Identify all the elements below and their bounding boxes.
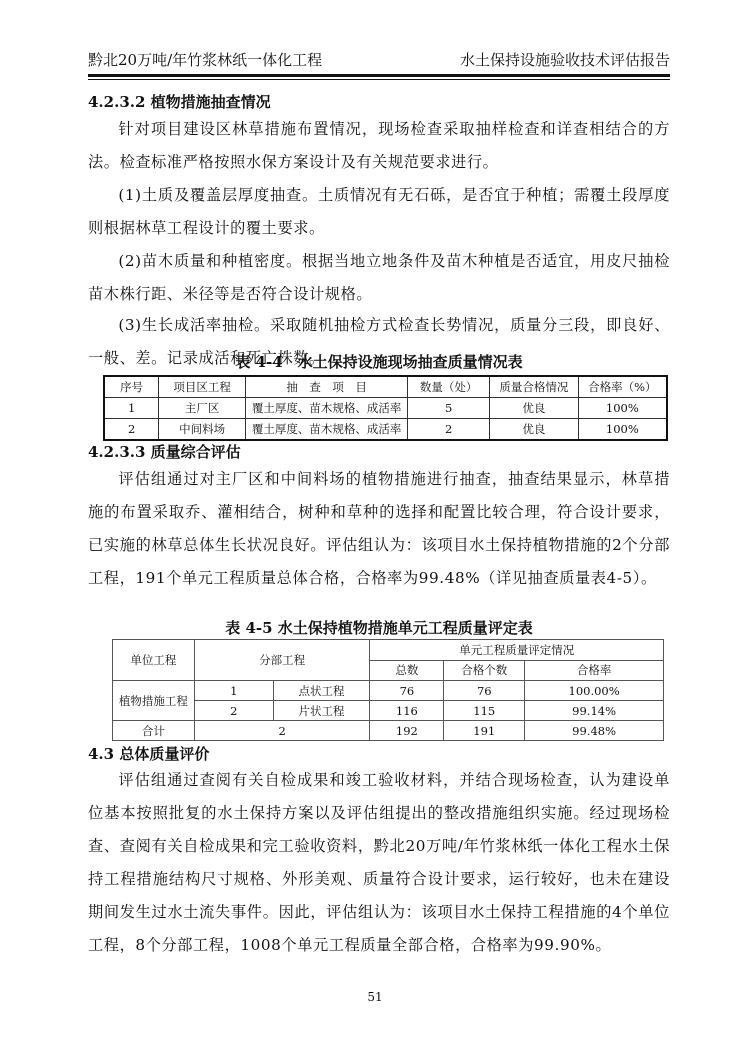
cell: 2: [194, 701, 273, 721]
cell: 191: [444, 721, 525, 741]
cell: 主厂区: [159, 398, 246, 419]
cell: 点状工程: [273, 681, 370, 701]
header-report-title: 水土保持设施验收技术评估报告: [459, 51, 670, 69]
cell: 优良: [490, 419, 579, 441]
page-number: 51: [367, 990, 383, 1004]
table-header-row: [113, 640, 664, 661]
table-row: [113, 681, 664, 701]
table-row: [104, 398, 667, 419]
table-row: [104, 419, 667, 441]
cell: 片状工程: [273, 701, 370, 721]
cell: 优良: [490, 398, 579, 419]
table-4-5-caption: 表 4-5 水土保持植物措施单元工程质量评定表: [225, 619, 533, 637]
heading-4-3: 4.3 总体质量评价: [88, 745, 210, 763]
paragraph-item-1: (1)土质及覆盖层厚度抽查。土质情况有无石砾，是否宜于种植；需覆土段厚度则根据林草工程设计的覆土要求。: [88, 186, 670, 237]
header-cell: 分部工程: [194, 640, 370, 681]
header-rule-thin: [88, 79, 670, 80]
cell: 2: [194, 721, 370, 741]
cell: 2: [104, 419, 159, 441]
header-cell: 抽 查 项 目: [245, 376, 407, 398]
header-cell: 单元工程质量评定情况: [370, 640, 664, 661]
paragraph-quality-assessment: 评估组通过对主厂区和中间料场的植物措施进行抽查，抽查结果显示，林草措施的布置采取乔、灌相结合，树种和草种的选择和配置比较合理，符合设计要求，已实施的林草总体生长状况良好。评估组认为：该项目水土保持植物措施的2个分部工程，191个单元工程质量总体合格，合格率为99.48%（详见抽查质量表4-5）。: [88, 470, 670, 587]
header-project-title: 黔北20万吨/年竹浆林纸一体化工程: [88, 51, 323, 69]
table-header-row: [104, 376, 667, 398]
cell: 116: [370, 701, 444, 721]
header-cell: 序号: [104, 376, 159, 398]
cell: 192: [370, 721, 444, 741]
cell: 1: [194, 681, 273, 701]
table-4-4-caption: 表 4-4 水土保持设施现场抽查质量情况表: [235, 353, 523, 371]
header-cell: 合格率（%）: [578, 376, 667, 398]
cell: 1: [104, 398, 159, 419]
header-cell: 质量合格情况: [490, 376, 579, 398]
paragraph-overall-evaluation: 评估组通过查阅有关自检成果和竣工验收材料，并结合现场检查，认为建设单位基本按照批复的水土保持方案以及评估组提出的整改措施组织实施。经过现场检查、查阅有关自检成果和完工验收资料，黔北20万吨/年竹浆林纸一体化工程水土保持工程措施结构尺寸规格、外形美观、质量符合设计要求，运行较好，也未在建设期间发生过水土流失事件。因此，评估组认为：该项目水土保持工程措施的4个单位工程，8个分部工程，1008个单元工程质量全部合格，合格率为99.90%。: [88, 771, 670, 954]
cell: 100%: [578, 419, 667, 441]
header-cell: 合格个数: [444, 660, 525, 681]
table-4-4: [103, 375, 668, 441]
paragraph-intro: 针对项目建设区林草措施布置情况，现场检查采取抽样检查和详查相结合的方法。检查标准严格按照水保方案设计及有关规范要求进行。: [88, 120, 670, 171]
cell: 115: [444, 701, 525, 721]
page-header: [88, 50, 670, 70]
cell: 植物措施工程: [113, 681, 195, 721]
heading-4-2-3-2: 4.2.3.2 植物措施抽查情况: [88, 93, 271, 111]
cell: 中间料场: [159, 419, 246, 441]
cell: 76: [444, 681, 525, 701]
cell: 覆土厚度、苗木规格、成活率: [245, 398, 407, 419]
header-rule-thick: [88, 74, 670, 77]
cell: 100.00%: [525, 681, 664, 701]
cell: 99.14%: [525, 701, 664, 721]
cell: 76: [370, 681, 444, 701]
cell: 100%: [578, 398, 667, 419]
table-row: [113, 701, 664, 721]
table-total-row: [113, 721, 664, 741]
cell: 5: [408, 398, 490, 419]
header-cell: 合格率: [525, 660, 664, 681]
header-cell: 单位工程: [113, 640, 195, 681]
cell: 99.48%: [525, 721, 664, 741]
cell: 2: [408, 419, 490, 441]
cell: 覆土厚度、苗木规格、成活率: [245, 419, 407, 441]
header-cell: 总数: [370, 660, 444, 681]
table-4-5: [112, 639, 664, 741]
paragraph-item-3: (3)生长成活率抽检。采取随机抽检方式检查长势情况，质量分三段，即良好、一般、差。记录成活和死亡株数。: [88, 316, 670, 367]
header-cell: 项目区工程: [159, 376, 246, 398]
cell: 合计: [113, 721, 195, 741]
heading-4-2-3-3: 4.2.3.3 质量综合评估: [88, 443, 241, 461]
paragraph-item-2: (2)苗木质量和种植密度。根据当地立地条件及苗木种植是否适宜，用皮尺抽检苗木株行距、米径等是否符合设计规格。: [88, 252, 670, 303]
header-cell: 数量（处）: [408, 376, 490, 398]
